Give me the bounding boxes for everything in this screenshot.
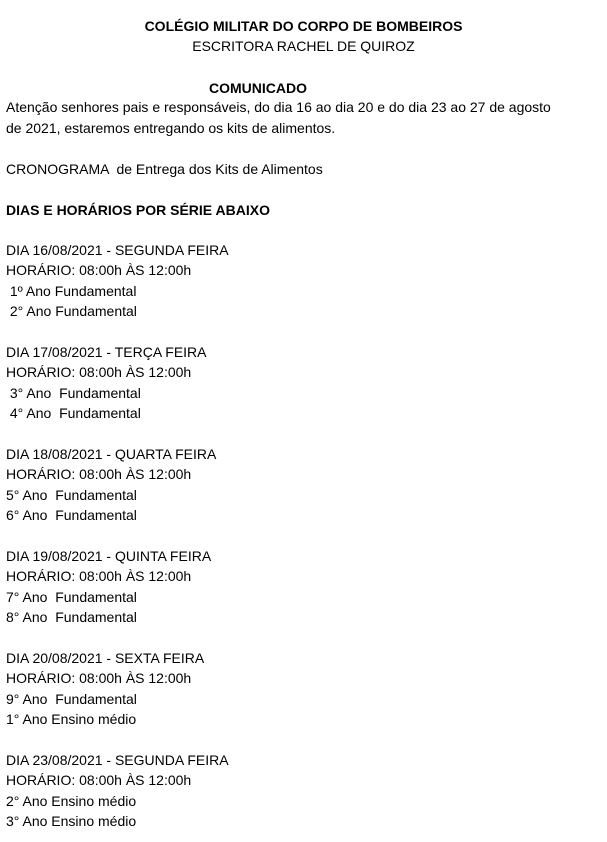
schedule-grade: 9° Ano Fundamental xyxy=(6,691,137,707)
schedule-grade: 2° Ano Fundamental xyxy=(6,303,137,319)
schedule-day: DIA 17/08/2021 - TERÇA FEIRA xyxy=(6,344,207,360)
schedule-grade: 5° Ano Fundamental xyxy=(6,487,137,503)
notice-title: COMUNICADO xyxy=(209,80,307,96)
schedule-time: HORÁRIO: 08:00h ÀS 12:00h xyxy=(6,364,192,380)
section-heading: DIAS E HORÁRIOS POR SÉRIE ABAIXO xyxy=(6,202,270,218)
schedule-day: DIA 18/08/2021 - QUARTA FEIRA xyxy=(6,446,217,462)
schedule-day: DIA 16/08/2021 - SEGUNDA FEIRA xyxy=(6,242,229,258)
school-subtitle: ESCRITORA RACHEL DE QUIROZ xyxy=(192,38,415,54)
schedule-day: DIA 19/08/2021 - QUINTA FEIRA xyxy=(6,548,212,564)
schedule-grade: 7° Ano Fundamental xyxy=(6,589,137,605)
schedule-grade: 6° Ano Fundamental xyxy=(6,507,137,523)
schedule-grade: 3° Ano Fundamental xyxy=(6,385,141,401)
schedule-grade: 3° Ano Ensino médio xyxy=(6,813,137,829)
schedule-day: DIA 20/08/2021 - SEXTA FEIRA xyxy=(6,650,205,666)
schedule-grade: 4° Ano Fundamental xyxy=(6,405,141,421)
schedule-time: HORÁRIO: 08:00h ÀS 12:00h xyxy=(6,670,192,686)
schedule-day: DIA 23/08/2021 - SEGUNDA FEIRA xyxy=(6,752,229,768)
notice-line-2: de 2021, estaremos entregando os kits de alimentos. xyxy=(6,120,336,136)
schedule-time: HORÁRIO: 08:00h ÀS 12:00h xyxy=(6,466,192,482)
schedule-grade: 8° Ano Fundamental xyxy=(6,609,137,625)
schedule-grade: 1º Ano Fundamental xyxy=(6,283,137,299)
school-name: COLÉGIO MILITAR DO CORPO DE BOMBEIROS xyxy=(144,18,463,34)
schedule-intro: CRONOGRAMA de Entrega dos Kits de Alimentos xyxy=(6,161,323,177)
schedule-time: HORÁRIO: 08:00h ÀS 12:00h xyxy=(6,262,192,278)
schedule-time: HORÁRIO: 08:00h ÀS 12:00h xyxy=(6,772,192,788)
notice-line-1: Atenção senhores pais e responsáveis, do dia 16 ao dia 20 e do dia 23 ao 27 de agosto xyxy=(6,99,551,115)
schedule-grade: 1° Ano Ensino médio xyxy=(6,711,137,727)
schedule-grade: 2° Ano Ensino médio xyxy=(6,793,137,809)
schedule-time: HORÁRIO: 08:00h ÀS 12:00h xyxy=(6,568,192,584)
